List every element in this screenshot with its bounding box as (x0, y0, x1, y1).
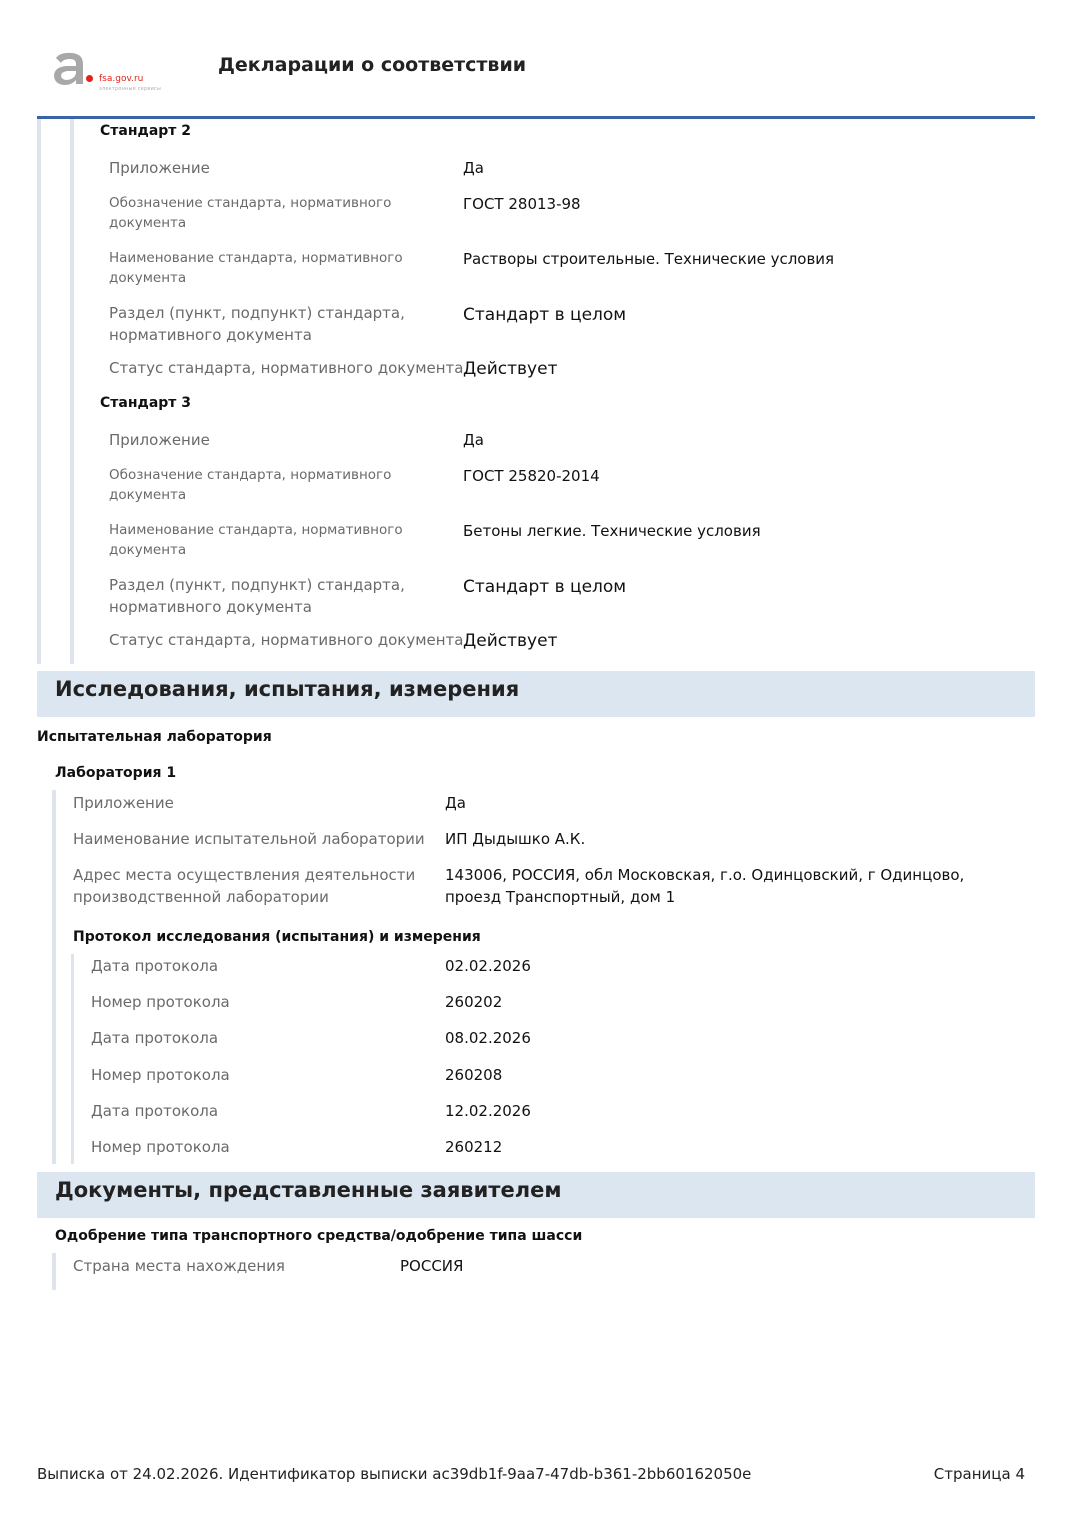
field-label: Наименование стандарта, нормативного документа (109, 250, 403, 286)
field-value: Растворы строительные. Технические условия (463, 250, 835, 268)
field-label: Страна места нахождения (73, 1257, 285, 1275)
protocol-value: 12.02.2026 (445, 1102, 531, 1120)
logo-dot (86, 75, 93, 82)
protocol-label: Дата протокола (91, 957, 219, 975)
protocol-label: Номер протокола (91, 1138, 230, 1156)
protocol-heading: Протокол исследования (испытания) и измерения (73, 929, 481, 945)
field-value: Да (463, 159, 484, 177)
field-label: Статус стандарта, нормативного документа (109, 359, 464, 377)
documents-bar (52, 1253, 56, 1290)
field-value: Бетоны легкие. Технические условия (463, 522, 761, 540)
field-label: Наименование стандарта, нормативного документа (109, 522, 403, 558)
field-label: Приложение (109, 431, 210, 449)
footer-extract-info: Выписка от 24.02.2026. Идентификатор выписки ac39db1f-9aa7-47db-b361-2bb60162050e (37, 1465, 752, 1483)
protocol-value: 260212 (445, 1138, 503, 1156)
field-value: ГОСТ 28013-98 (463, 195, 581, 213)
protocol-bar (71, 954, 74, 1164)
field-value: РОССИЯ (400, 1257, 464, 1275)
field-value: ГОСТ 25820-2014 (463, 467, 600, 485)
protocol-value: 260208 (445, 1066, 503, 1084)
field-label: Обозначение стандарта, нормативного документа (109, 467, 392, 503)
logo-site-text: fsa.gov.ru (99, 74, 144, 84)
field-label: Раздел (пункт, подпункт) стандарта, нормативного документа (109, 576, 405, 616)
field-value: 143006, РОССИЯ, обл Московская, г.о. Одинцовский, г Одинцово, проезд Транспортный, дом 1 (445, 866, 965, 906)
field-value: Да (445, 794, 466, 812)
footer-page-number: Страница 4 (933, 1465, 1025, 1483)
field-label: Приложение (73, 794, 174, 812)
field-value: Да (463, 431, 484, 449)
field-value: Действует (463, 631, 558, 651)
standard-heading: Стандарт 3 (100, 395, 192, 411)
lab-heading: Лаборатория 1 (55, 765, 177, 781)
standard-heading: Стандарт 2 (100, 123, 192, 139)
standards-outer-bar (37, 119, 41, 664)
protocol-value: 02.02.2026 (445, 957, 531, 975)
lab-subheading: Испытательная лаборатория (37, 729, 272, 745)
document-title: Декларации о соответствии (218, 54, 527, 76)
field-value: Стандарт в целом (463, 577, 627, 597)
field-label: Приложение (109, 159, 210, 177)
field-label: Раздел (пункт, подпункт) стандарта, нормативного документа (109, 304, 405, 344)
protocol-label: Номер протокола (91, 993, 230, 1011)
header-divider (37, 116, 1035, 119)
documents-subheading: Одобрение типа транспортного средства/одобрение типа шасси (55, 1228, 583, 1244)
lab-bar (52, 790, 56, 1164)
section-title-research: Исследования, испытания, измерения (55, 677, 520, 701)
protocol-label: Дата протокола (91, 1102, 219, 1120)
field-label: Адрес места осуществления деятельности производственной лаборатории (73, 866, 416, 906)
field-value: ИП Дыдышко А.К. (445, 830, 586, 848)
logo-subtitle: электронные сервисы (99, 86, 162, 92)
field-value: Действует (463, 359, 558, 379)
field-label: Наименование испытательной лаборатории (73, 830, 425, 848)
standards-inner-bar (70, 119, 74, 664)
field-label: Обозначение стандарта, нормативного документа (109, 195, 392, 231)
protocol-value: 260202 (445, 993, 503, 1011)
field-label: Статус стандарта, нормативного документа (109, 631, 464, 649)
fsa-logo-icon (50, 50, 90, 90)
section-title-documents: Документы, представленные заявителем (55, 1178, 562, 1202)
protocol-value: 08.02.2026 (445, 1029, 531, 1047)
protocol-label: Номер протокола (91, 1066, 230, 1084)
protocol-label: Дата протокола (91, 1029, 219, 1047)
field-value: Стандарт в целом (463, 305, 627, 325)
